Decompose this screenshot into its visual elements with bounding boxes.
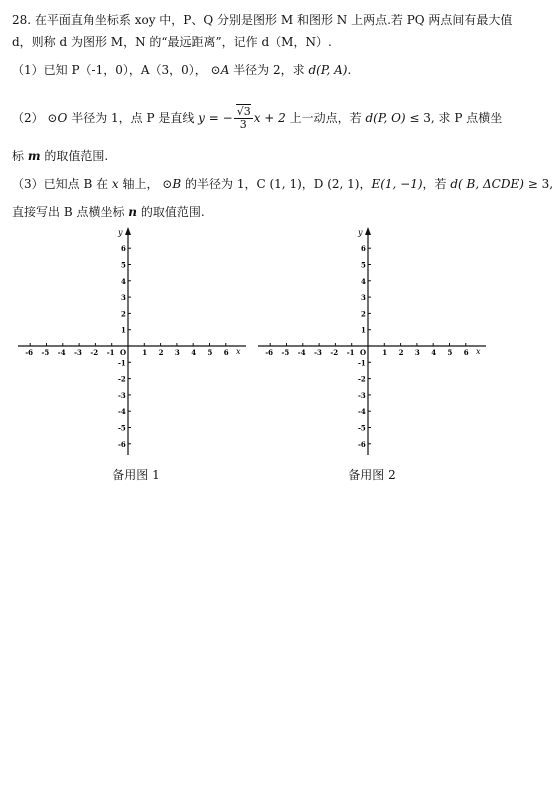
part-3-var-x: x: [111, 177, 119, 191]
y-tick-label: -4: [358, 407, 366, 417]
x-tick-label: -5: [281, 348, 290, 357]
x-tick-label: 3: [414, 348, 420, 357]
y-axis-arrow-icon: [365, 227, 371, 235]
part-2-fraction-denominator: 3: [239, 118, 247, 131]
y-axis-arrow-icon: [125, 227, 131, 235]
part-3-text-e: 的半径为 1，C (1, 1)，D (2, 1)，: [181, 177, 372, 191]
part-2-var-m: m: [27, 149, 41, 163]
part-2-text-k: 的取值范围.: [40, 149, 109, 163]
origin-label: O: [120, 348, 127, 357]
part-1-text-e: .: [347, 63, 352, 77]
part-3-var-n: n: [128, 205, 137, 219]
circle-symbol-icon: ⊙: [210, 63, 221, 77]
y-tick-label: -6: [358, 439, 366, 449]
part-2-line-eq-lhs: y = −: [198, 111, 233, 125]
part-2-text-i: 标: [12, 149, 28, 163]
x-tick-label: -3: [74, 348, 82, 357]
y-tick-label: 2: [121, 309, 126, 319]
part-2-text-a: （2）: [12, 111, 44, 125]
part-3-circle-b: B: [172, 177, 182, 191]
y-tick-label: -1: [358, 358, 366, 368]
x-tick-label: -3: [314, 348, 322, 357]
part-3: [12, 176, 553, 192]
x-tick-label: -4: [57, 348, 66, 357]
y-tick-label: 3: [361, 293, 366, 303]
y-tick-label: 6: [361, 244, 366, 254]
part-2-fraction: [234, 106, 253, 131]
circle-symbol-icon: ⊙: [47, 111, 58, 125]
problem-intro-line-2: d，则称 d 为图形 M，N 的“最远距离”，记作 d（M，N）.: [12, 35, 332, 49]
x-tick-label: 5: [447, 348, 453, 357]
part-1: [12, 62, 351, 78]
x-tick-label: 6: [223, 348, 229, 357]
y-tick-label: 1: [121, 325, 126, 335]
y-tick-label: 4: [361, 276, 366, 286]
y-tick-label: 2: [361, 309, 366, 319]
y-tick-label: -1: [118, 358, 126, 368]
y-tick-label: -3: [118, 390, 126, 400]
part-3-point-e: E(1, −1): [371, 177, 423, 191]
part-3-text-l: 的取值范围.: [137, 205, 205, 219]
part-3-text-j: 直接写出 B 点横坐标: [12, 205, 129, 219]
x-tick-label: 1: [142, 348, 148, 357]
part-3-text-i: ≥ 3,: [523, 177, 553, 191]
problem-intro-line-1: 28. 在平面直角坐标系 xoy 中，P、Q 分别是图形 M 和图形 N 上两点.若 PQ 两点间有最大值: [12, 13, 513, 27]
x-tick-label: 2: [158, 348, 164, 357]
part-3-text-g: ，若: [422, 177, 451, 191]
x-tick-label: -1: [106, 348, 115, 357]
y-tick-label: 5: [361, 260, 366, 270]
y-axis-label: y: [118, 228, 123, 237]
part-1-distance-expr: d(P, A): [308, 63, 348, 77]
part-2: [12, 106, 502, 131]
x-tick-label: 1: [382, 348, 388, 357]
x-tick-label: -6: [25, 348, 33, 357]
x-tick-label: -1: [346, 348, 355, 357]
y-tick-label: 3: [121, 293, 126, 303]
part-2-fraction-numerator: √3: [236, 105, 251, 118]
coordinate-grid-2: [254, 225, 494, 460]
x-tick-label: 3: [174, 348, 180, 357]
part-3-distance-expr: d( B, ΔCDE): [450, 177, 524, 191]
coordinate-grid-1: [14, 225, 254, 460]
y-tick-label: -5: [358, 423, 366, 433]
part-2-cont: [12, 148, 108, 164]
x-axis-label: x: [476, 347, 481, 356]
part-2-text-c: 半径为 1，点 P 是直线: [67, 111, 199, 125]
y-axis-label: y: [358, 228, 363, 237]
y-tick-label: -4: [118, 407, 126, 417]
part-2-distance-expr: d(P, O): [365, 111, 406, 125]
part-3-text-a: （3）已知点 B 在: [12, 177, 112, 191]
x-tick-label: -6: [265, 348, 273, 357]
figure-caption-2: 备用图 2: [348, 468, 396, 482]
y-tick-label: -3: [358, 390, 366, 400]
x-tick-label: 2: [398, 348, 404, 357]
y-tick-label: -2: [118, 374, 126, 384]
x-tick-label: 6: [463, 348, 469, 357]
part-1-text-a: （1）已知 P（-1，0），A（3，0），: [12, 63, 207, 77]
circle-symbol-icon: ⊙: [162, 177, 173, 191]
x-tick-label: -4: [297, 348, 306, 357]
part-2-text-h: ≤ 3, 求 P 点横坐: [405, 111, 503, 125]
part-2-circle-o: O: [57, 111, 68, 125]
x-tick-label: -2: [330, 348, 339, 357]
figure-caption-1: 备用图 1: [112, 468, 160, 482]
x-tick-label: 4: [191, 348, 197, 357]
y-tick-label: -5: [118, 423, 126, 433]
x-axis-label: x: [236, 347, 241, 356]
x-tick-label: -5: [41, 348, 50, 357]
x-tick-label: -2: [90, 348, 99, 357]
y-tick-label: -2: [358, 374, 366, 384]
y-tick-label: -6: [118, 439, 126, 449]
part-3-cont: [12, 204, 205, 220]
y-tick-label: 6: [121, 244, 126, 254]
y-tick-label: 5: [121, 260, 126, 270]
part-1-text-c: 半径为 2，求: [229, 63, 309, 77]
x-tick-label: 4: [431, 348, 437, 357]
part-1-circle-a: A: [220, 63, 230, 77]
y-tick-label: 1: [361, 325, 366, 335]
x-tick-label: 5: [207, 348, 213, 357]
part-2-text-f: 上一动点，若: [285, 111, 366, 125]
part-2-line-eq-rhs: x + 2: [253, 111, 286, 125]
y-tick-label: 4: [121, 276, 126, 286]
part-3-text-c: 轴上，: [118, 177, 159, 191]
origin-label: O: [360, 348, 367, 357]
